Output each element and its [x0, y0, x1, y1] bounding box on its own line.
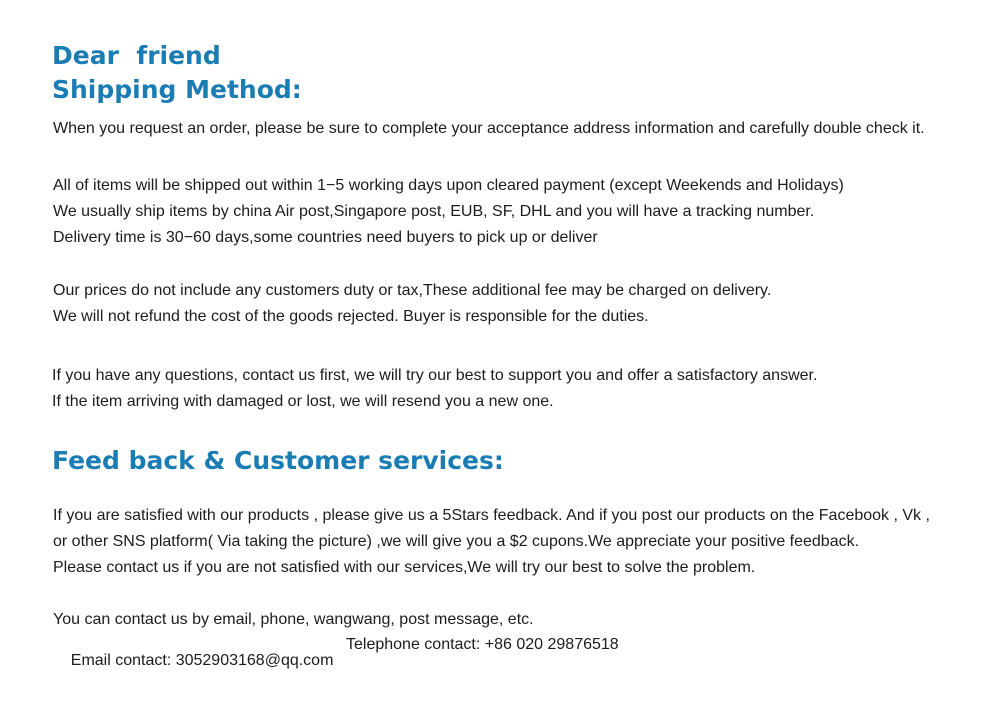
carriers-text: We usually ship items by china Air post,Singapore post, EUB, SF, DHL and you will have a tracking number. — [53, 203, 815, 220]
feedback-heading: Feed back & Customer services: — [52, 446, 504, 475]
phone-contact-text: Telephone contact: +86 020 29876518 — [346, 636, 619, 653]
questions-text: If you have any questions, contact us first, we will try our best to support you and offer a satisfactory answer. — [52, 367, 818, 384]
contact-details-row — [53, 636, 619, 701]
email-contact-text: Email contact: 3052903168@qq.com — [70, 652, 334, 669]
shipping-method-heading: Shipping Method: — [52, 75, 302, 104]
dispatch-time-text: All of items will be shipped out within 1−5 working days upon cleared payment (except Weekends and Holidays) — [53, 177, 844, 194]
feedback-line-1: If you are satisfied with our products , please give us a 5Stars feedback. And if you post our products on the Facebook , Vk , — [53, 507, 930, 524]
refund-notice-text: We will not refund the cost of the goods rejected. Buyer is responsible for the duties. — [53, 308, 649, 325]
contact-methods-text: You can contact us by email, phone, wangwang, post message, etc. — [53, 611, 534, 628]
feedback-line-3: Please contact us if you are not satisfied with our services,We will try our best to solve the problem. — [53, 559, 756, 576]
greeting-heading: Dear friend — [52, 41, 221, 70]
damaged-item-text: If the item arriving with damaged or lost, we will resend you a new one. — [52, 393, 554, 410]
delivery-time-text: Delivery time is 30−60 days,some countries need buyers to pick up or deliver — [53, 229, 598, 246]
duty-notice-text: Our prices do not include any customers duty or tax,These additional fee may be charged on delivery. — [53, 282, 772, 299]
feedback-line-2: or other SNS platform( Via taking the picture) ,we will give you a $2 cupons.We appreciate your positive feedback. — [53, 533, 860, 550]
order-address-notice: When you request an order, please be sure to complete your acceptance address information and carefully double check it. — [53, 120, 925, 137]
